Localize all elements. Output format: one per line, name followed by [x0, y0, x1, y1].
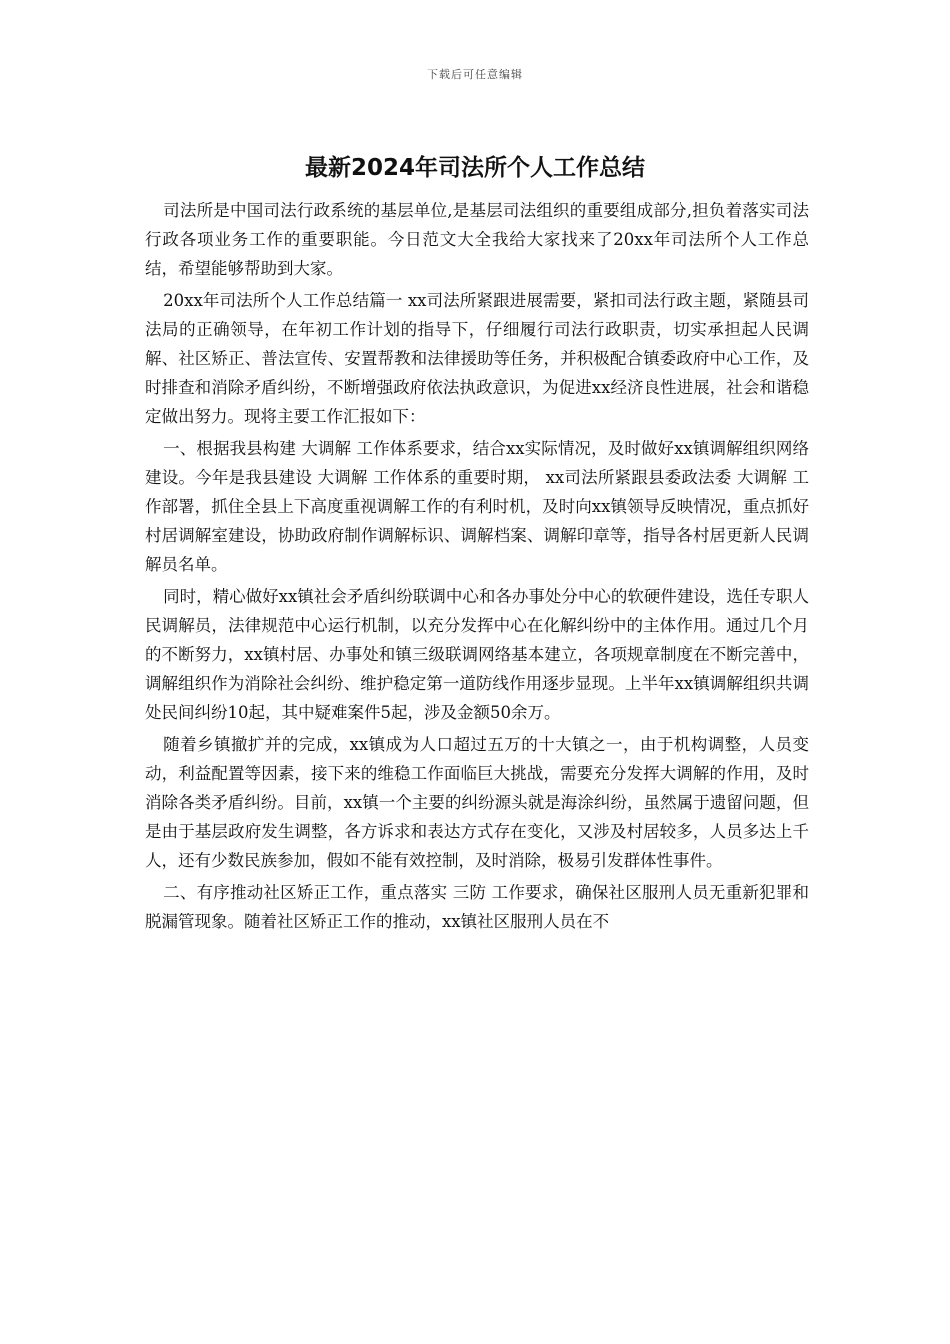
page-header-note: 下载后可任意编辑: [427, 68, 523, 81]
paragraph-intro: 司法所是中国司法行政系统的基层单位,是基层司法组织的重要组成部分,担负着落实司法行政各项业务工作的重要职能。今日范文大全我给大家找来了20xx年司法所个人工作总结，希望能够帮助到大家。: [145, 201, 809, 278]
paragraph-mediation-center: 同时，精心做好xx镇社会矛盾纠纷联调中心和各办事处分中心的软硬件建设，选任专职人民调解员，法律规范中心运行机制，以充分发挥中心在化解纠纷中的主体作用。通过几个月的不断努力，xx镇村居、办事处和镇三级联调网络基本建立，各项规章制度在不断完善中，调解组织作为消除社会纠纷、维护稳定第一道防线作用逐步显现。上半年xx镇调解组织共调处民间纠纷10起，其中疑难案件5起，涉及金额50余万。: [145, 587, 809, 722]
document-body: [145, 196, 809, 936]
paragraph-section-one: 一、根据我县构建 大调解 工作体系要求，结合xx实际情况，及时做好xx镇调解组织网络建设。今年是我县建设 大调解 工作体系的重要时期， xx司法所紧跟县委政法委 大调解 工作部署，抓住全县上下高度重视调解工作的有利时机，及时向xx镇领导反映情况，重点抓好村居调解室建设，协助政府制作调解标识、调解档案、调解印章等，指导各村居更新人民调解员名单。: [145, 439, 809, 574]
paragraph-section-two: 二、有序推动社区矫正工作，重点落实 三防 工作要求，确保社区服刑人员无重新犯罪和脱漏管现象。随着社区矫正工作的推动，xx镇社区服刑人员在不: [145, 883, 809, 931]
paragraph-stability-challenge: 随着乡镇撤扩并的完成，xx镇成为人口超过五万的十大镇之一，由于机构调整，人员变动，利益配置等因素，接下来的维稳工作面临巨大挑战，需要充分发挥大调解的作用，及时消除各类矛盾纠纷。目前，xx镇一个主要的纠纷源头就是海涂纠纷，虽然属于遗留问题，但是由于基层政府发生调整，各方诉求和表达方式存在变化，又涉及村居较多，人员多达上千人，还有少数民族参加，假如不能有效控制，及时消除，极易引发群体性事件。: [145, 735, 809, 870]
paragraph-summary-opening: 20xx年司法所个人工作总结篇一 xx司法所紧跟进展需要，紧扣司法行政主题，紧随县司法局的正确领导，在年初工作计划的指导下，仔细履行司法行政职责，切实承担起人民调解、社区矫正、普法宣传、安置帮教和法律援助等任务，并积极配合镇委政府中心工作，及时排查和消除矛盾纠纷，不断增强政府依法执政意识，为促进xx经济良性进展，社会和谐稳定做出努力。现将主要工作汇报如下：: [145, 291, 809, 426]
document-title: 最新2024年司法所个人工作总结: [304, 155, 645, 181]
